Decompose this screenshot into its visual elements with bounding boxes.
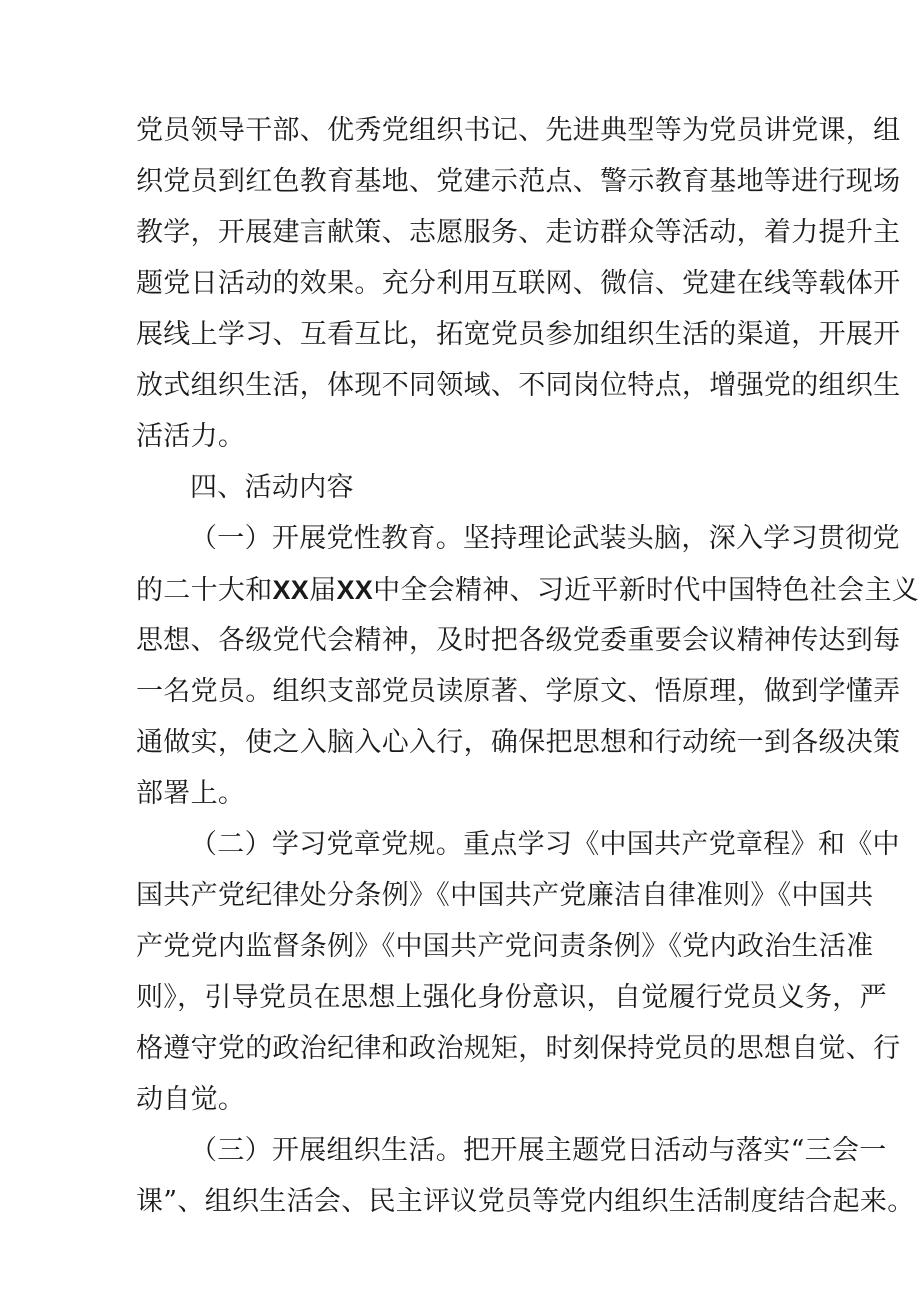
- text-line: 课”、组织生活会、民主评议党员等党内组织生活制度结合起来。: [136, 1186, 915, 1217]
- text-line: （二）学习党章党规。重点学习《中国共产党章程》和《中: [190, 829, 900, 860]
- text-line: 党员领导干部、优秀党组织书记、先进典型等为党员讲党课，组: [136, 115, 901, 146]
- text-line: 题党日活动的效果。充分利用互联网、微信、党建在线等载体开: [136, 268, 901, 299]
- text-line: 展线上学习、互看互比，拓宽党员参加组织生活的渠道，开展开: [136, 319, 901, 350]
- text-line: 教学，开展建言献策、志愿服务、走访群众等活动，着力提升主: [136, 217, 901, 248]
- text-span: 中全会精神、习近平新时代中国特色社会主义: [373, 575, 920, 606]
- text-line: [136, 570, 919, 610]
- text-line: 动自觉。: [136, 1084, 246, 1115]
- text-span: 届: [309, 575, 337, 606]
- text-line: 放式组织生活，体现不同领域、不同岗位特点，增强党的组织生: [136, 370, 901, 401]
- placeholder-xx: XX: [272, 575, 310, 605]
- text-span: 的二十大和: [136, 575, 273, 606]
- text-line: 国共产党纪律处分条例》《中国共产党廉洁自律准则》《中国共: [136, 880, 874, 911]
- text-line: 织党员到红色教育基地、党建示范点、警示教育基地等进行现场: [136, 166, 901, 197]
- text-line: 则》，引导党员在思想上强化身份意识，自觉履行党员义务，严: [136, 982, 887, 1013]
- text-line: 格遵守党的政治纪律和政治规矩，时刻保持党员的思想自觉、行: [136, 1033, 901, 1064]
- placeholder-xx: XX: [336, 575, 374, 605]
- text-line: 活活力。: [136, 421, 246, 452]
- section-heading: 四、活动内容: [190, 472, 354, 503]
- text-line: 部署上。: [136, 778, 246, 809]
- text-line: 通做实，使之入脑入心入行，确保把思想和行动统一到各级决策: [136, 727, 901, 758]
- text-line: （三）开展组织生活。把开展主题党日活动与落实“三会一: [190, 1135, 887, 1166]
- text-line: 一名党员。组织支部党员读原著、学原文、悟原理，做到学懂弄: [136, 676, 901, 707]
- text-line: 产党党内监督条例》《中国共产党问责条例》《党内政治生活准: [136, 931, 874, 962]
- text-line: 思想、各级党代会精神，及时把各级党委重要会议精神传达到每: [136, 625, 901, 656]
- text-line: （一）开展党性教育。坚持理论武装头脑，深入学习贯彻党: [190, 523, 900, 554]
